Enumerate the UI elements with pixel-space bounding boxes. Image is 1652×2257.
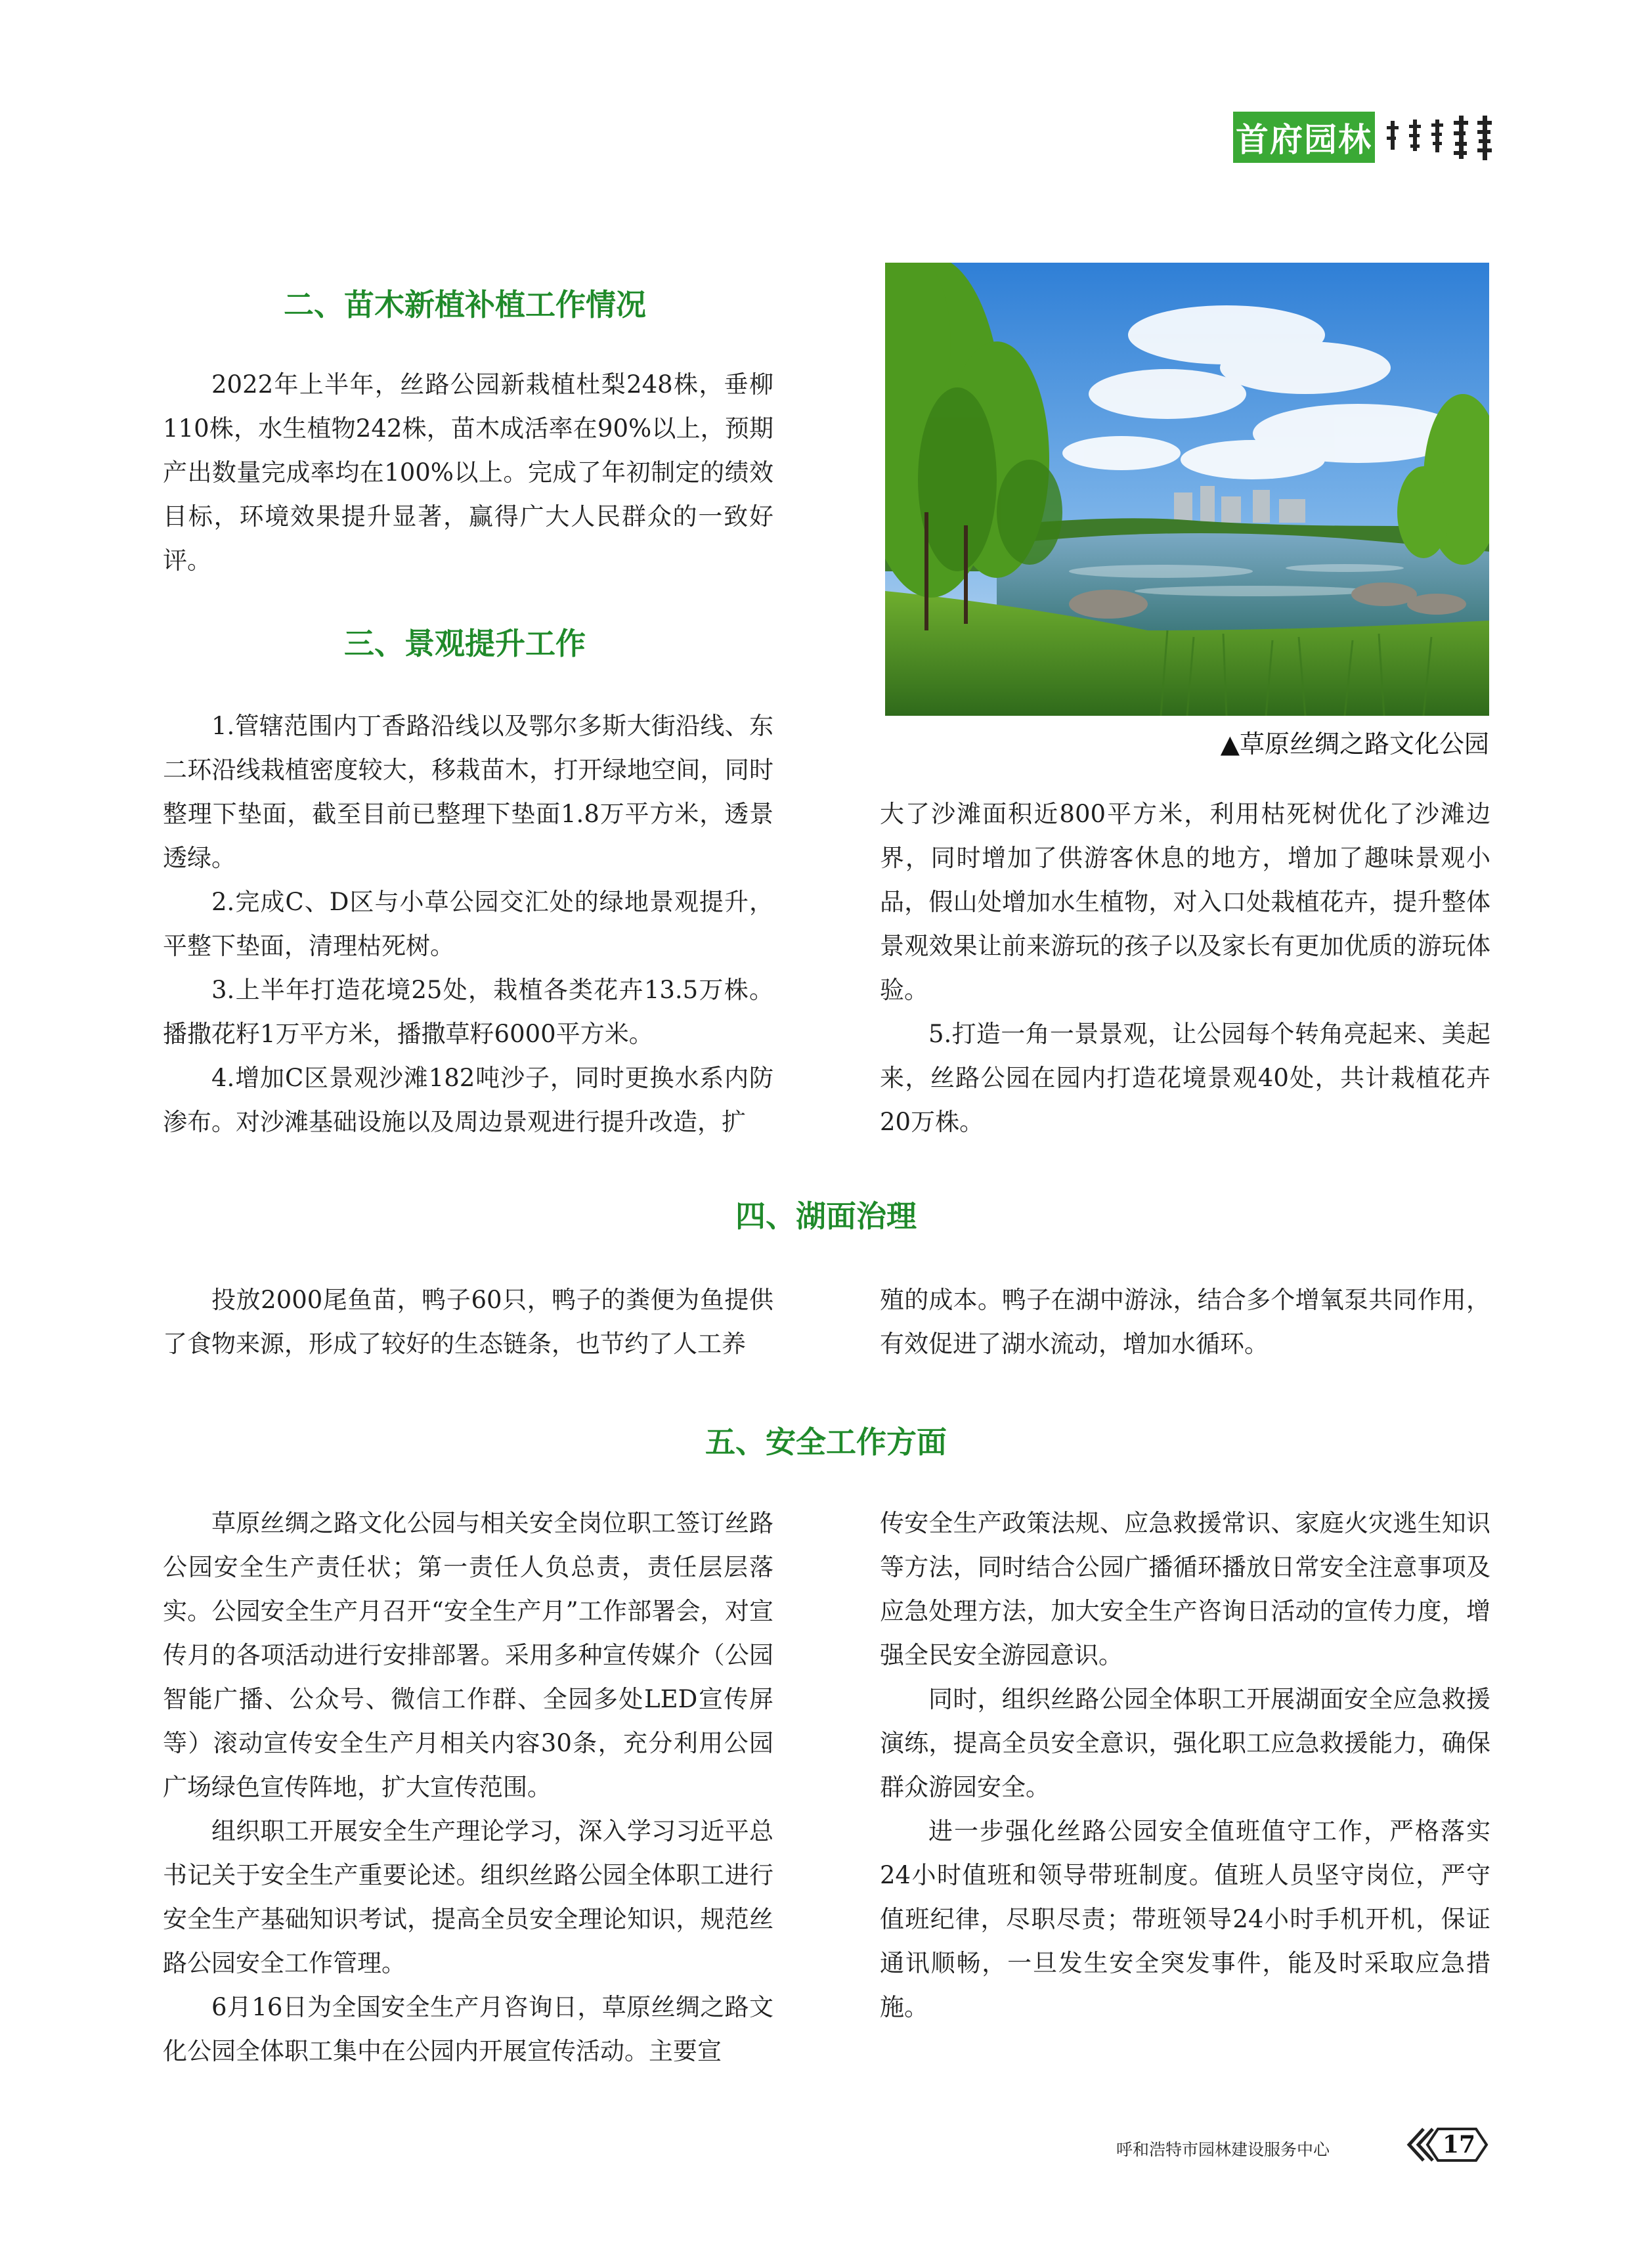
section-3-item-4-start: 4.增加C区景观沙滩182吨沙子，同时更换水系内防渗布。对沙滩基础设施以及周边景观进行提升改造，扩 — [163, 1064, 773, 1136]
section-4-title: 四、湖面治理 — [735, 1198, 917, 1234]
section-2-title: 二、苗木新植补植工作情况 — [284, 287, 646, 322]
section-5-right-paragraph-1: 传安全生产政策法规、应急救援常识、家庭火灾逃生知识等方法，同时结合公园广播循环播放日常安全注意事项及应急处理方法，加大安全生产咨询日活动的宣传力度，增强全民安全游园意识。 — [880, 1509, 1490, 1669]
section-4-paragraph-start: 投放2000尾鱼苗，鸭子60只，鸭子的粪便为鱼提供了食物来源，形成了较好的生态链条，也节约了人工养 — [163, 1286, 773, 1358]
magazine-logo: 首府园林 — [1233, 112, 1375, 163]
section-4-paragraph-end: 殖的成本。鸭子在湖中游泳，结合多个增氧泵共同作用，有效促进了湖水流动，增加水循环。 — [880, 1286, 1490, 1358]
section-3-left-column — [163, 704, 773, 1144]
section-5-left-paragraph-2: 组织职工开展安全生产理论学习，深入学习习近平总书记关于安全生产重要论述。组织丝路公园全体职工进行安全生产基础知识考试，提高全员安全理论知识，规范丝路公园安全工作管理。 — [163, 1817, 773, 1977]
mongolian-script-logo — [1384, 112, 1502, 163]
section-4-right-column — [880, 1278, 1490, 1366]
section-5-right-paragraph-2: 同时，组织丝路公园全体职工开展湖面安全应急救援演练，提高全员安全意识，强化职工应急救援能力，确保群众游园安全。 — [880, 1685, 1490, 1801]
section-3-item-4-end: 大了沙滩面积近800平方米，利用枯死树优化了沙滩边界，同时增加了供游客休息的地方，增加了趣味景观小品，假山处增加水生植物，对入口处栽植花卉，提升整体景观效果让前来游玩的孩子以及家长有更加优质的游玩体验。 — [880, 800, 1490, 1004]
section-3-title: 三、景观提升工作 — [344, 626, 586, 661]
park-photo — [885, 263, 1489, 716]
section-5-title: 五、安全工作方面 — [705, 1424, 947, 1460]
section-3-right-column — [880, 792, 1490, 1144]
page-number: 17 — [1442, 2131, 1476, 2158]
footer-organization: 呼和浩特市园林建设服务中心 — [1116, 2140, 1330, 2159]
section-3-item-1: 1.管辖范围内丁香路沿线以及鄂尔多斯大街沿线、东二环沿线栽植密度较大，移栽苗木，打开绿地空间，同时整理下垫面，截至目前已整理下垫面1.8万平方米，透景透绿。 — [163, 712, 773, 872]
page-number-badge — [1405, 2125, 1490, 2164]
section-2-paragraph: 2022年上半年，丝路公园新栽植杜梨248株，垂柳110株，水生植物242株，苗木成活率在90%以上，预期产出数量完成率均在100%以上。完成了年初制定的绩效目标，环境效果提升显著，赢得广大人民群众的一致好评。 — [163, 370, 773, 575]
section-4-left-column — [163, 1278, 773, 1366]
section-5-right-paragraph-3: 进一步强化丝路公园安全值班值守工作，严格落实24小时值班和领导带班制度。值班人员坚守岗位，严守值班纪律，尽职尽责；带班领导24小时手机开机，保证通讯顺畅，一旦发生安全突发事件，能及时采取应急措施。 — [880, 1817, 1490, 2021]
section-5-left-paragraph-1: 草原丝绸之路文化公园与相关安全岗位职工签订丝路公园安全生产责任状；第一责任人负总责，责任层层落实。公园安全生产月召开“安全生产月”工作部署会，对宣传月的各项活动进行安排部署。采用多种宣传媒介（公园智能广播、公众号、微信工作群、全园多处LED宣传屏等）滚动宣传安全生产月相关内容30条，充分利用公园广场绿色宣传阵地，扩大宣传范围。 — [163, 1509, 773, 1801]
section-3-item-3: 3.上半年打造花境25处，栽植各类花卉13.5万株。播撒花籽1万平方米，播撒草籽6000平方米。 — [163, 976, 773, 1048]
section-5-right-column — [880, 1501, 1490, 2029]
section-5-left-paragraph-3: 6月16日为全国安全生产月咨询日，草原丝绸之路文化公园全体职工集中在公园内开展宣传活动。主要宣 — [163, 1993, 773, 2065]
park-lake-image — [885, 263, 1489, 716]
section-2-body — [163, 362, 773, 582]
section-5-left-column — [163, 1501, 773, 2073]
section-3-item-2: 2.完成C、D区与小草公园交汇处的绿地景观提升，平整下垫面，清理枯死树。 — [163, 888, 773, 960]
section-3-item-5: 5.打造一角一景景观，让公园每个转角亮起来、美起来，丝路公园在园内打造花境景观40处，共计栽植花卉20万株。 — [880, 1020, 1490, 1136]
photo-caption: ▲草原丝绸之路文化公园 — [1220, 730, 1489, 758]
